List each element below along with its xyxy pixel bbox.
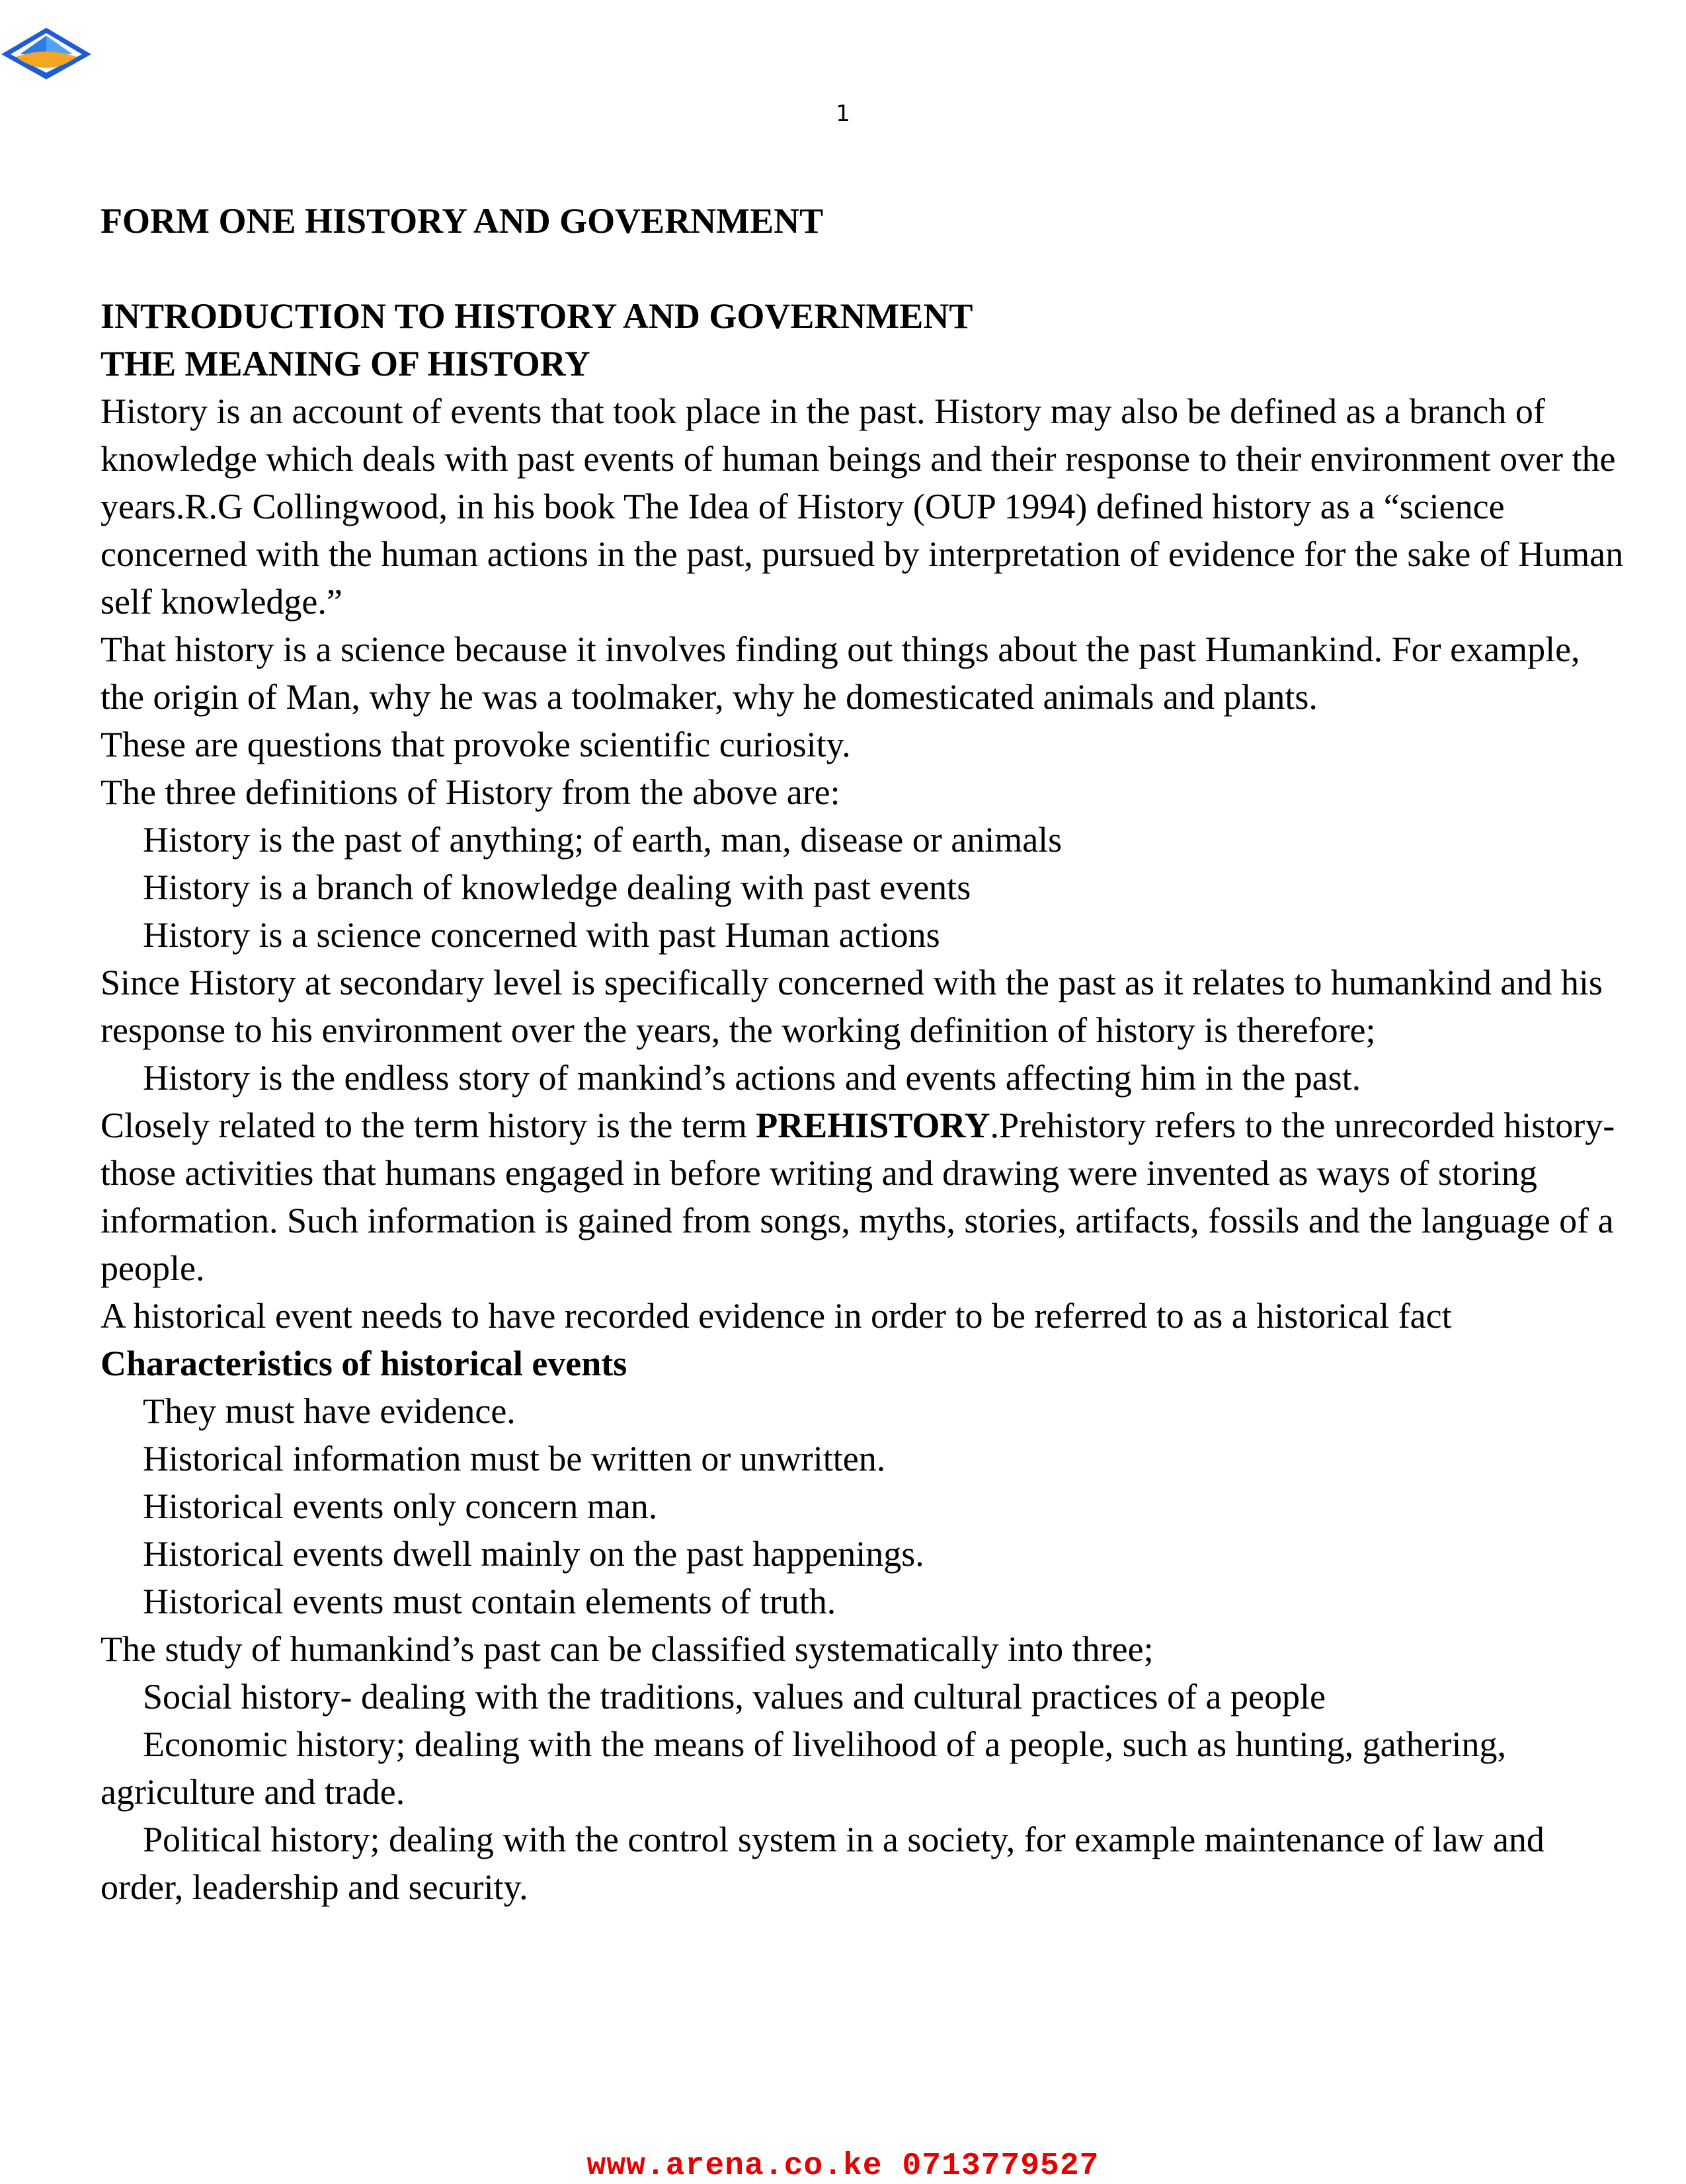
paragraph-secondary-level: Since History at secondary level is specifically concerned with the past as it relates to humankind and his response to his environment over the years, the working definition of history is therefore; (100, 963, 1603, 1050)
characteristic-item: Historical information must be written or unwritten. (143, 1439, 886, 1478)
paragraph-classification: The study of humankind’s past can be classified systematically into three; (100, 1629, 1154, 1669)
classification-item: Social history- dealing with the traditions, values and cultural practices of a people (143, 1677, 1326, 1717)
characteristic-item: Historical events dwell mainly on the past happenings. (143, 1534, 924, 1574)
page-number: 1 (836, 101, 850, 127)
definition-item: History is a branch of knowledge dealing with past events (143, 868, 971, 907)
section-heading-intro: INTRODUCTION TO HISTORY AND GOVERNMENT (100, 296, 973, 336)
site-logo-icon (0, 26, 93, 79)
characteristic-item: Historical events must contain elements of truth. (143, 1582, 836, 1621)
paragraph-science: That history is a science because it involves finding out things about the past Humankind. For example, the origin of Man, why he was a toolmaker, why he domesticated animals and plants. (100, 629, 1580, 717)
paragraph-definition: History is an account of events that took place in the past. History may also be defined as a branch of knowledge which deals with past events of human beings and their response to their environment over the years.R.G Collingwood, in his book The Idea of History (OUP 1994) defined history as a “science concerned with the human actions in the past, pursued by interpretation of evidence for the sake of Human self knowledge.” (100, 391, 1624, 622)
classification-item: Economic history; dealing with the means of livelihood of a people, such as hunting, gathering, agriculture and trade. (100, 1724, 1507, 1812)
characteristic-item: They must have evidence. (143, 1391, 516, 1431)
paragraph-historical-fact: A historical event needs to have recorded evidence in order to be referred to as a historical fact (100, 1296, 1452, 1336)
document-body (100, 197, 1628, 1911)
footer-website-link[interactable]: www.arena.co.ke 0713779527 (586, 2148, 1100, 2184)
document-title: FORM ONE HISTORY AND GOVERNMENT (100, 201, 824, 241)
section-heading-meaning: THE MEANING OF HISTORY (100, 344, 590, 384)
definition-item: History is a science concerned with past Human actions (143, 915, 940, 955)
paragraph-curiosity: These are questions that provoke scientific curiosity. (100, 725, 851, 764)
prehistory-intro-text: Closely related to the term history is the term (100, 1106, 756, 1145)
paragraph-three-definitions: The three definitions of History from the above are: (100, 772, 840, 812)
prehistory-term: PREHISTORY (756, 1106, 990, 1145)
prehistory-definition-text: .Prehistory refers to the unrecorded history- those activities that humans engaged in before writing and drawing were invented as ways of storing information. Such information is gained from songs, myths, stories, artifacts, fossils and the language of a people. (100, 1106, 1615, 1288)
characteristic-item: Historical events only concern man. (143, 1486, 658, 1526)
paragraph-prehistory (100, 1102, 1628, 1292)
section-heading-characteristics: Characteristics of historical events (100, 1344, 627, 1383)
classification-item: Political history; dealing with the control system in a society, for example maintenance of law and order, leadership and security. (100, 1820, 1545, 1907)
working-definition-item: History is the endless story of mankind’s actions and events affecting him in the past. (143, 1058, 1361, 1098)
definition-item: History is the past of anything; of earth, man, disease or animals (143, 820, 1063, 860)
